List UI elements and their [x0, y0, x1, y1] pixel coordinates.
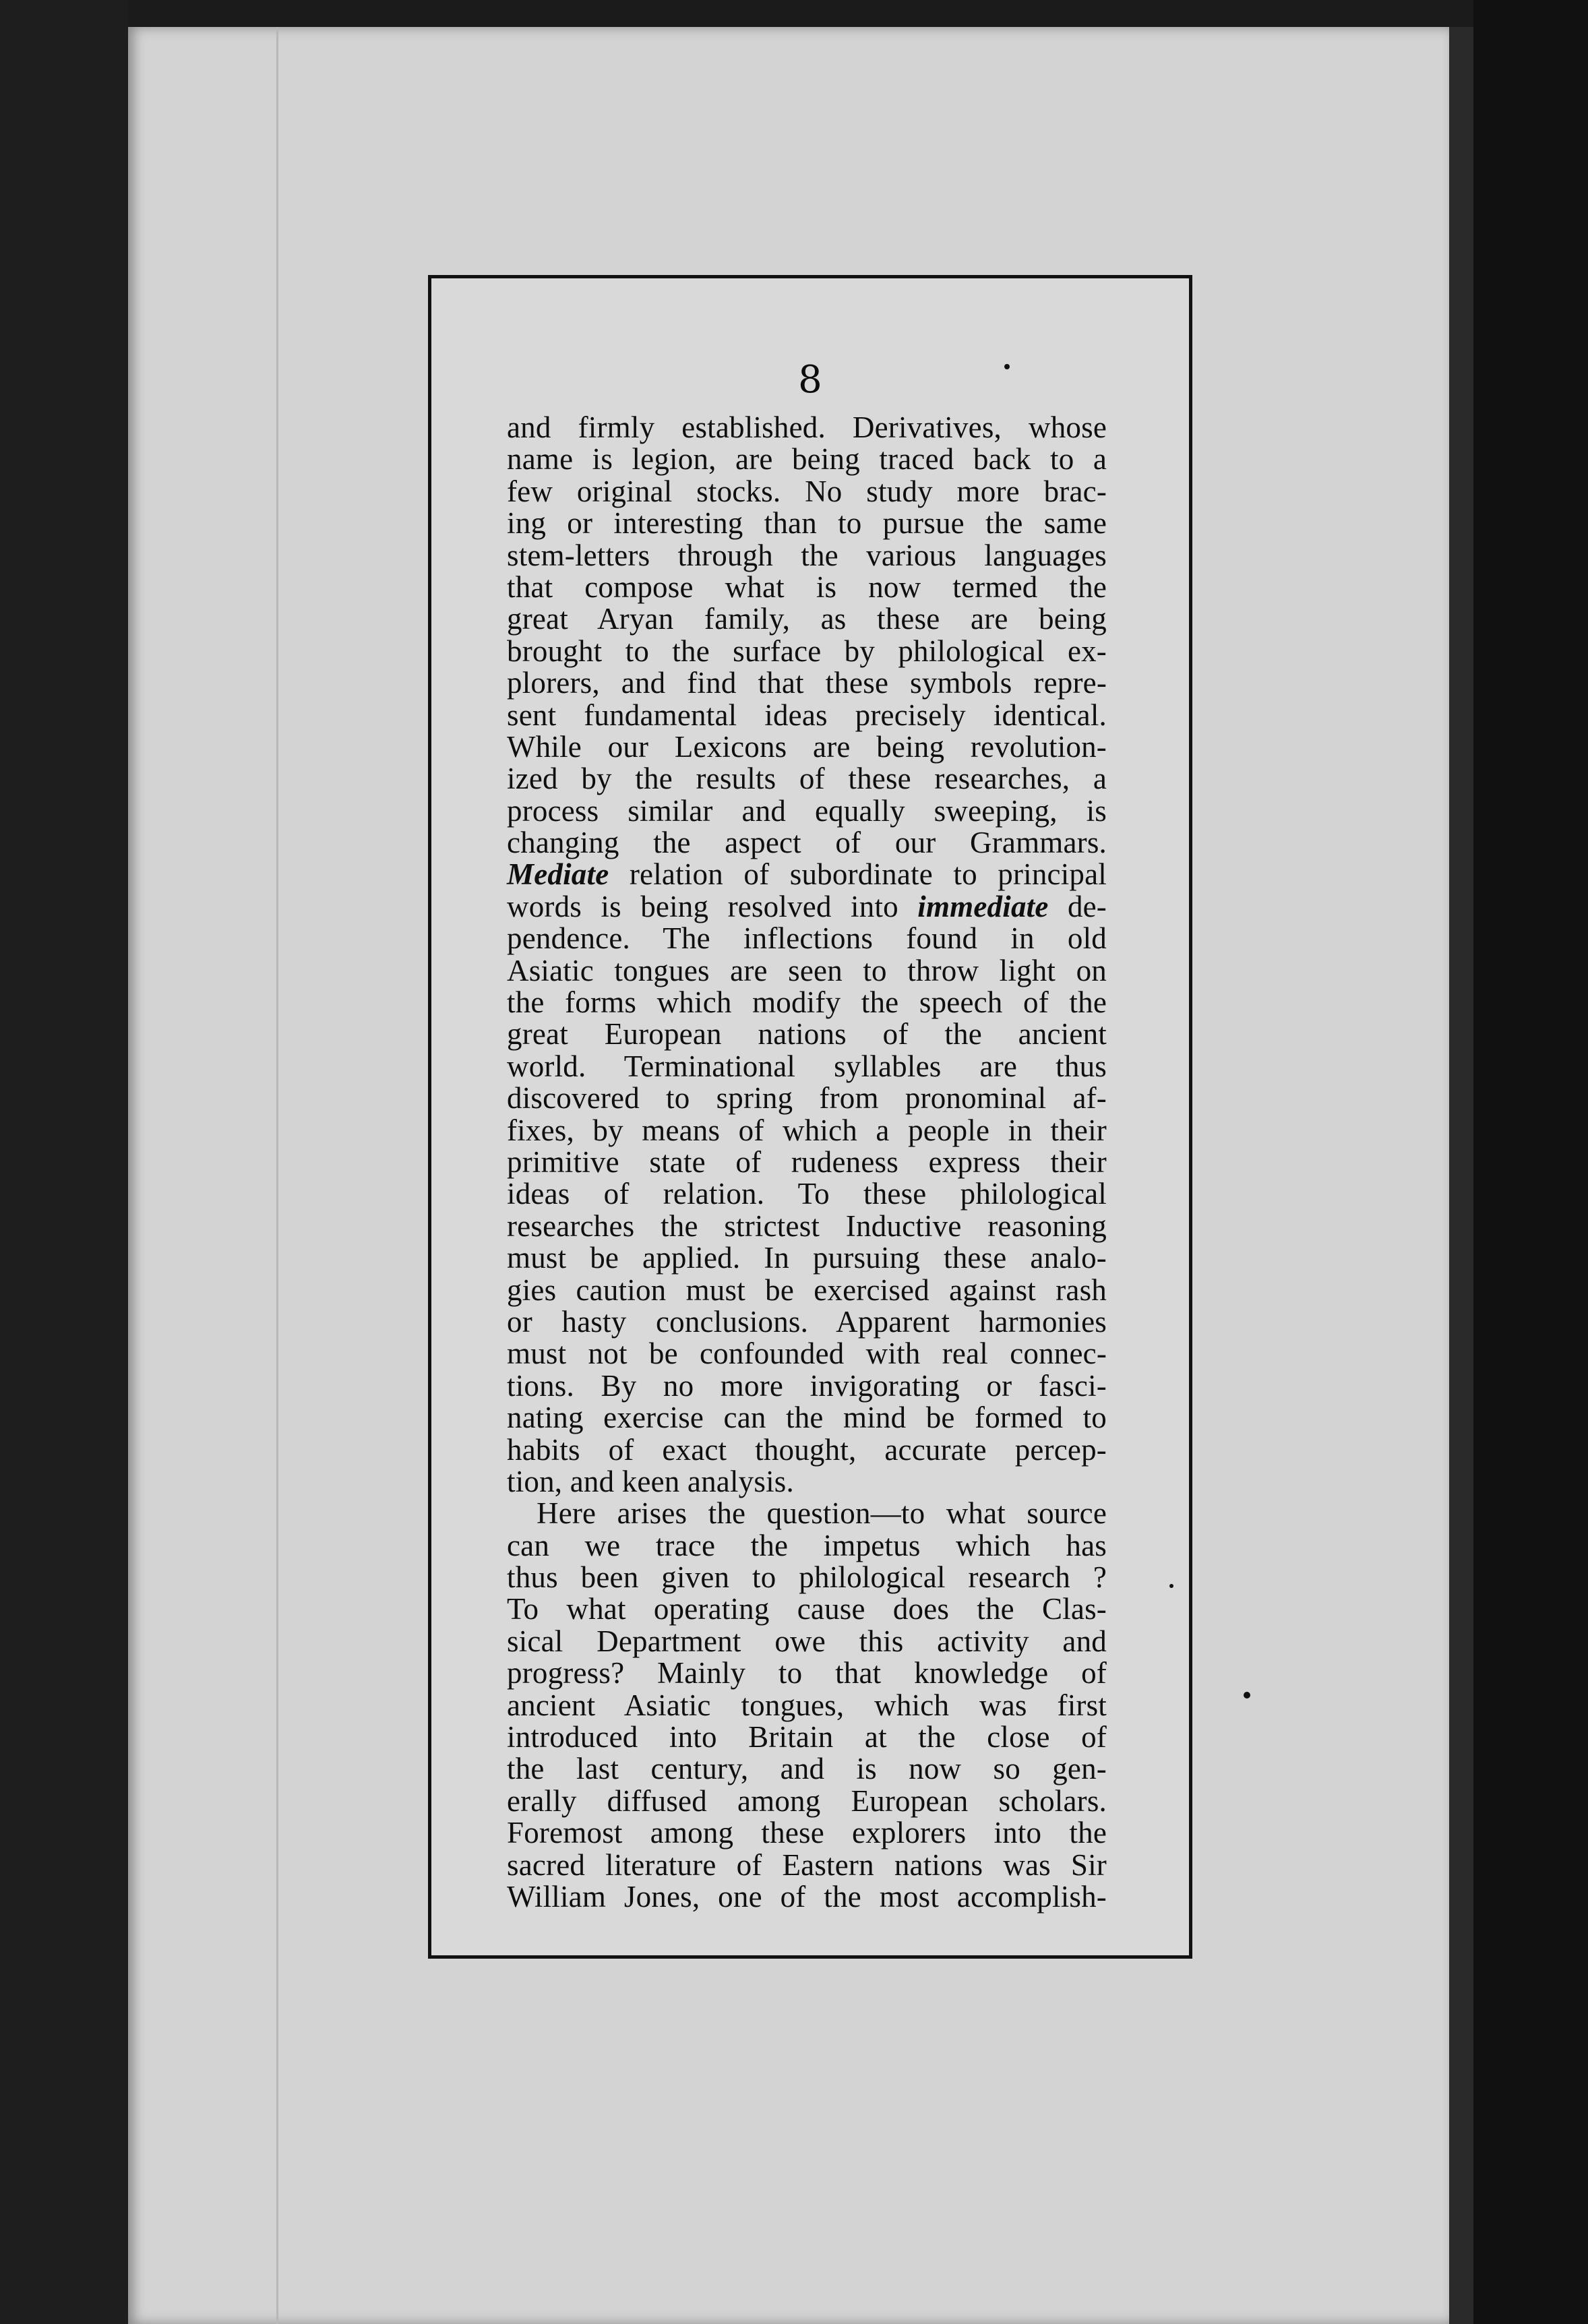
text-line: introduced into Britain at the close of [507, 1720, 1107, 1754]
text-frame [428, 275, 1192, 1959]
text-line: name is legion, are being traced back to a [507, 442, 1107, 477]
text-line: the forms which modify the speech of the [507, 985, 1107, 1020]
emphasis-mediate: Mediate [507, 857, 609, 892]
text-line [507, 859, 1107, 890]
text-line [507, 891, 1107, 923]
page-gutter-line [276, 27, 278, 2324]
text-line: Here arises the question—to what source [537, 1496, 1107, 1531]
text-line: the last century, and is now so gen- [507, 1752, 1107, 1786]
text-line: or hasty conclusions. Apparent harmonies [507, 1304, 1107, 1339]
scan-speck [1244, 1692, 1250, 1699]
text-line: process similar and equally sweeping, is [507, 793, 1107, 828]
emphasis-immediate: immediate [917, 889, 1049, 923]
text-line: researches the strictest Inductive reasoning [507, 1209, 1107, 1243]
text-fragment: de- [1067, 889, 1107, 923]
text-line: brought to the surface by philological ex- [507, 634, 1107, 668]
body-text [507, 412, 1107, 1913]
text-line: To what operating cause does the Clas- [507, 1592, 1107, 1626]
text-line: fixes, by means of which a people in their [507, 1113, 1107, 1147]
text-line: tion, and keen analysis. [507, 1464, 794, 1498]
text-line: that compose what is now termed the [507, 570, 1107, 604]
text-line: ancient Asiatic tongues, which was first [507, 1688, 1107, 1722]
text-line: and firmly established. Derivatives, whose [507, 410, 1107, 444]
scan-speck [1560, 1415, 1568, 1425]
text-line: plorers, and find that these symbols repre- [507, 666, 1107, 700]
text-line: thus been given to philological research ? [507, 1560, 1107, 1595]
text-line: ing or interesting than to pursue the same [507, 506, 1107, 541]
text-line: primitive state of rudeness express their [507, 1144, 1107, 1179]
text-line: great European nations of the ancient [507, 1017, 1107, 1051]
page-number: 8 [798, 358, 822, 402]
text-line: gies caution must be exercised against rash [507, 1273, 1107, 1307]
text-line: Foremost among these explorers into the [507, 1816, 1107, 1850]
text-line: discovered to spring from pronominal af- [507, 1081, 1107, 1115]
text-line: ized by the results of these researches, a [507, 762, 1107, 796]
scan-speck [1169, 1584, 1173, 1588]
text-line: progress? Mainly to that knowledge of [507, 1656, 1107, 1690]
text-fragment: relation of subordinate to principal [629, 857, 1107, 892]
text-line: sical Department owe this activity and [507, 1624, 1107, 1658]
scan-edge-left [0, 0, 128, 2324]
text-line: world. Terminational syllables are thus [507, 1049, 1107, 1083]
text-line: Asiatic tongues are seen to throw light on [507, 953, 1107, 987]
text-line: must be applied. In pursuing these analo- [507, 1241, 1107, 1275]
text-line: changing the aspect of our Grammars. [507, 826, 1107, 860]
text-line: ideas of relation. To these philological [507, 1177, 1107, 1211]
text-line: sacred literature of Eastern nations was Sir [507, 1847, 1107, 1882]
text-line: great Aryan family, as these are being [507, 602, 1107, 636]
scan-edge-top [0, 0, 1588, 27]
text-line: can we trace the impetus which has [507, 1528, 1107, 1562]
text-line: erally diffused among European scholars. [507, 1783, 1107, 1818]
text-line: habits of exact thought, accurate percep- [507, 1432, 1107, 1467]
text-fragment: words is being resolved into [507, 889, 898, 923]
text-line: sent fundamental ideas precisely identical. [507, 698, 1107, 732]
text-line: stem-letters through the various languages [507, 538, 1107, 572]
text-line: nating exercise can the mind be formed to [507, 1401, 1107, 1435]
text-line: must not be confounded with real connec- [507, 1337, 1107, 1371]
text-line: tions. By no more invigorating or fasci- [507, 1368, 1107, 1403]
scan-edge-right [1473, 0, 1588, 2324]
scanned-page [128, 27, 1449, 2324]
text-line: pendence. The inflections found in old [507, 921, 1107, 956]
scan-speck [1004, 364, 1010, 369]
text-line: William Jones, one of the most accomplish- [507, 1879, 1107, 1914]
text-line: While our Lexicons are being revolution- [507, 729, 1107, 764]
text-line: few original stocks. No study more brac- [507, 474, 1107, 508]
